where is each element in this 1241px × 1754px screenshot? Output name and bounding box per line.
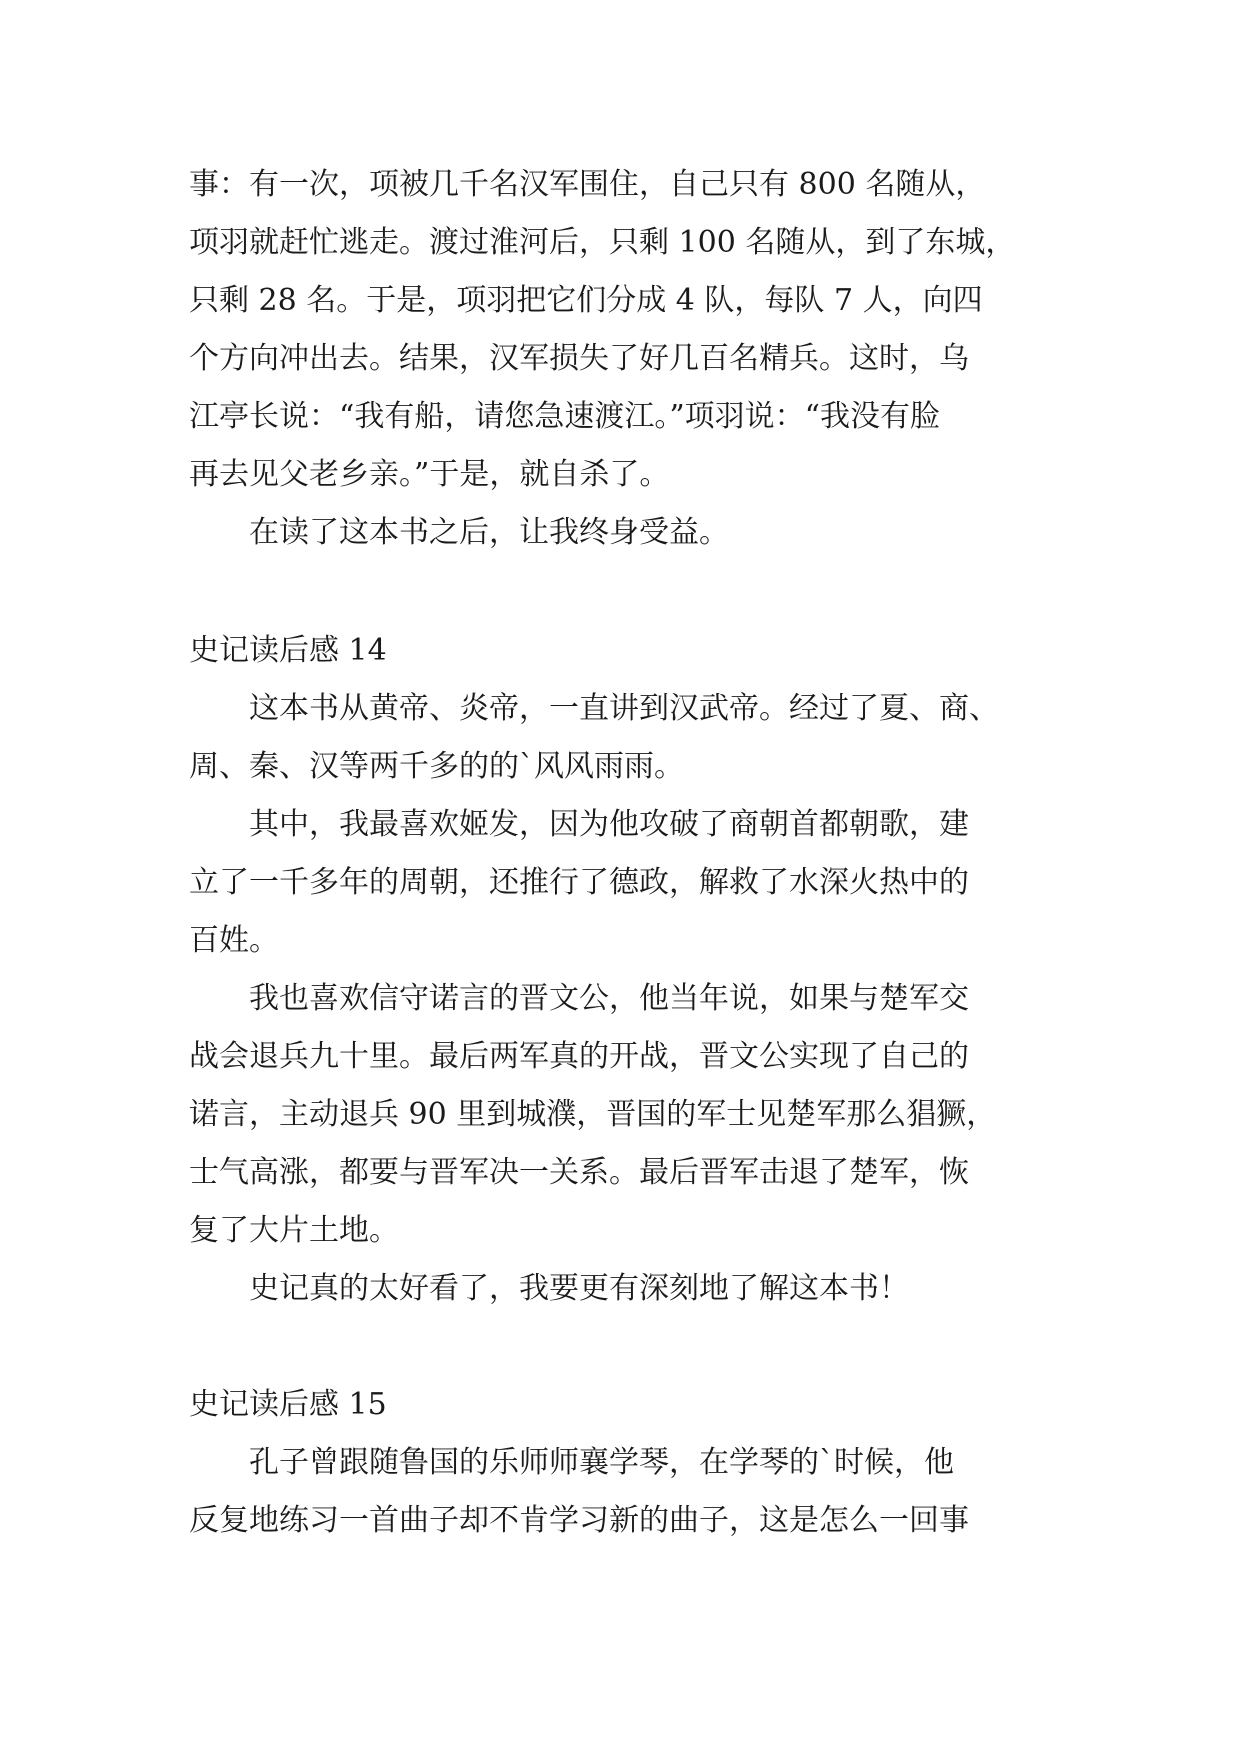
text-line: 反复地练习一首曲子却不肯学习新的曲子，这是怎么一回事 [189,1503,969,1538]
text-line: 项羽就赶忙逃走。渡过淮河后，只剩 100 名随从，到了东城， [189,225,1016,260]
text-line: 百姓。 [189,923,279,958]
text-line: 江亭长说：“我有船，请您急速渡江。”项羽说：“我没有脸 [189,399,941,434]
section-heading: 史记读后感 14 [189,633,387,668]
text-line: 孔子曾跟随鲁国的乐师师襄学琴，在学琴的`时候，他 [249,1445,954,1480]
text-line: 我也喜欢信守诺言的晋文公，他当年说，如果与楚军交 [249,981,969,1016]
text-line: 这本书从黄帝、炎帝，一直讲到汉武帝。经过了夏、商、 [249,691,999,726]
text-line: 周、秦、汉等两千多的的`风风雨雨。 [189,749,684,784]
text-line: 立了一千多年的周朝，还推行了德政，解救了水深火热中的 [189,865,969,900]
text-line: 诺言，主动退兵 90 里到城濮，晋国的军士见楚军那么猖獗， [189,1097,997,1132]
text-line: 个方向冲出去。结果，汉军损失了好几百名精兵。这时，乌 [189,341,969,376]
text-line: 事：有一次，项被几千名汉军围住，自己只有 800 名随从， [189,167,986,202]
text-line: 战会退兵九十里。最后两军真的开战，晋文公实现了自己的 [189,1039,969,1074]
text-line: 士气高涨，都要与晋军决一关系。最后晋军击退了楚军，恢 [189,1155,969,1190]
text-line: 复了大片土地。 [189,1213,399,1248]
text-line: 在读了这本书之后，让我终身受益。 [249,515,729,550]
section-heading: 史记读后感 15 [189,1387,387,1422]
text-line: 再去见父老乡亲。”于是，就自杀了。 [189,457,670,492]
text-line: 只剩 28 名。于是，项羽把它们分成 4 队，每队 7 人，向四 [189,283,983,318]
text-line: 其中，我最喜欢姬发，因为他攻破了商朝首都朝歌，建 [249,807,969,842]
text-line: 史记真的太好看了，我要更有深刻地了解这本书！ [249,1271,909,1306]
